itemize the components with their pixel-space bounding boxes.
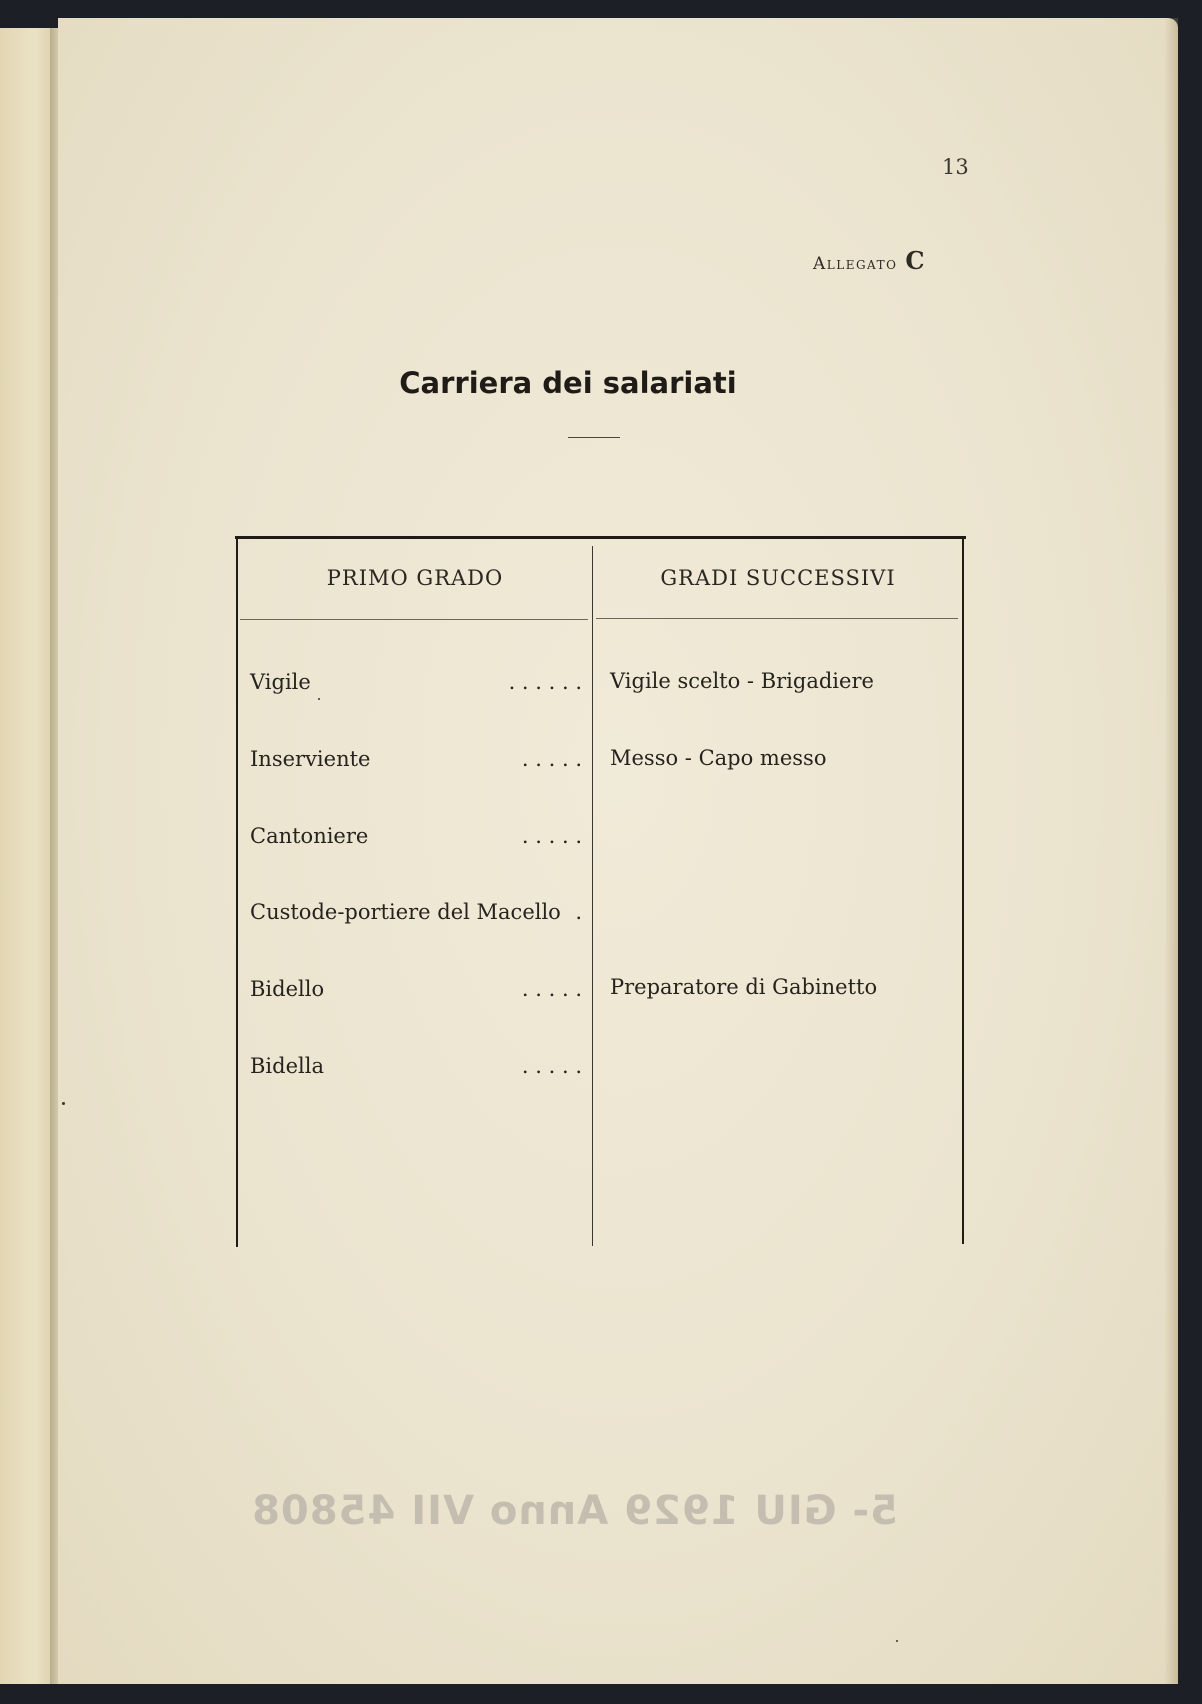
leader-dots: . [575,900,582,924]
leader-dots: . . . . . [521,747,582,771]
table-row-primo [250,670,582,694]
leader-dots: . . . . . [521,824,582,848]
leader-dots: . . . . . . [508,670,582,694]
primo-grado-cell: Bidella [250,1054,324,1078]
primo-grado-cell: Vigile [250,670,311,694]
paper-speck [896,1640,898,1642]
page-number: 13 [942,155,969,179]
annex-label: Allegato [813,254,898,274]
table-row-primo [250,824,582,848]
table-row-primo [250,747,582,771]
annex-heading [813,246,926,275]
header-rule-right [596,618,958,619]
table-left-border [236,538,238,1247]
header-rule-left [240,619,588,620]
table-row-primo [250,900,582,924]
leader-dots: . . . . . [521,977,582,1001]
library-stamp-bleed-through: 5- GIU 1929 Anno VII 45808 [251,1488,898,1534]
leader-dots: . . . . . [521,1054,582,1078]
table-right-border [962,538,964,1244]
gradi-successivi-cell: Vigile scelto - Brigadiere [610,669,874,693]
gradi-successivi-cell: Messo - Capo messo [610,746,827,770]
primo-grado-cell: Inserviente [250,747,371,771]
annex-letter: C [905,246,927,275]
primo-grado-cell: Cantoniere [250,824,369,848]
column-header-gradi-successivi: GRADI SUCCESSIVI [660,566,896,590]
title-underline [568,437,620,438]
table-top-border [235,536,966,539]
table-row-primo [250,977,582,1001]
paper-speck [318,698,320,700]
primo-grado-cell: Custode-portiere del Macello [250,900,561,924]
column-header-primo-grado: PRIMO GRADO [326,566,504,590]
gradi-successivi-cell: Preparatore di Gabinetto [610,975,878,999]
page-title: Carriera dei salariati [399,366,737,400]
paper-speck [62,1102,65,1105]
primo-grado-cell: Bidello [250,977,325,1001]
page-right-edge-shadow [1164,18,1178,1684]
document-page [58,18,1178,1684]
table-column-divider [592,546,593,1246]
table-row-primo [250,1054,582,1078]
